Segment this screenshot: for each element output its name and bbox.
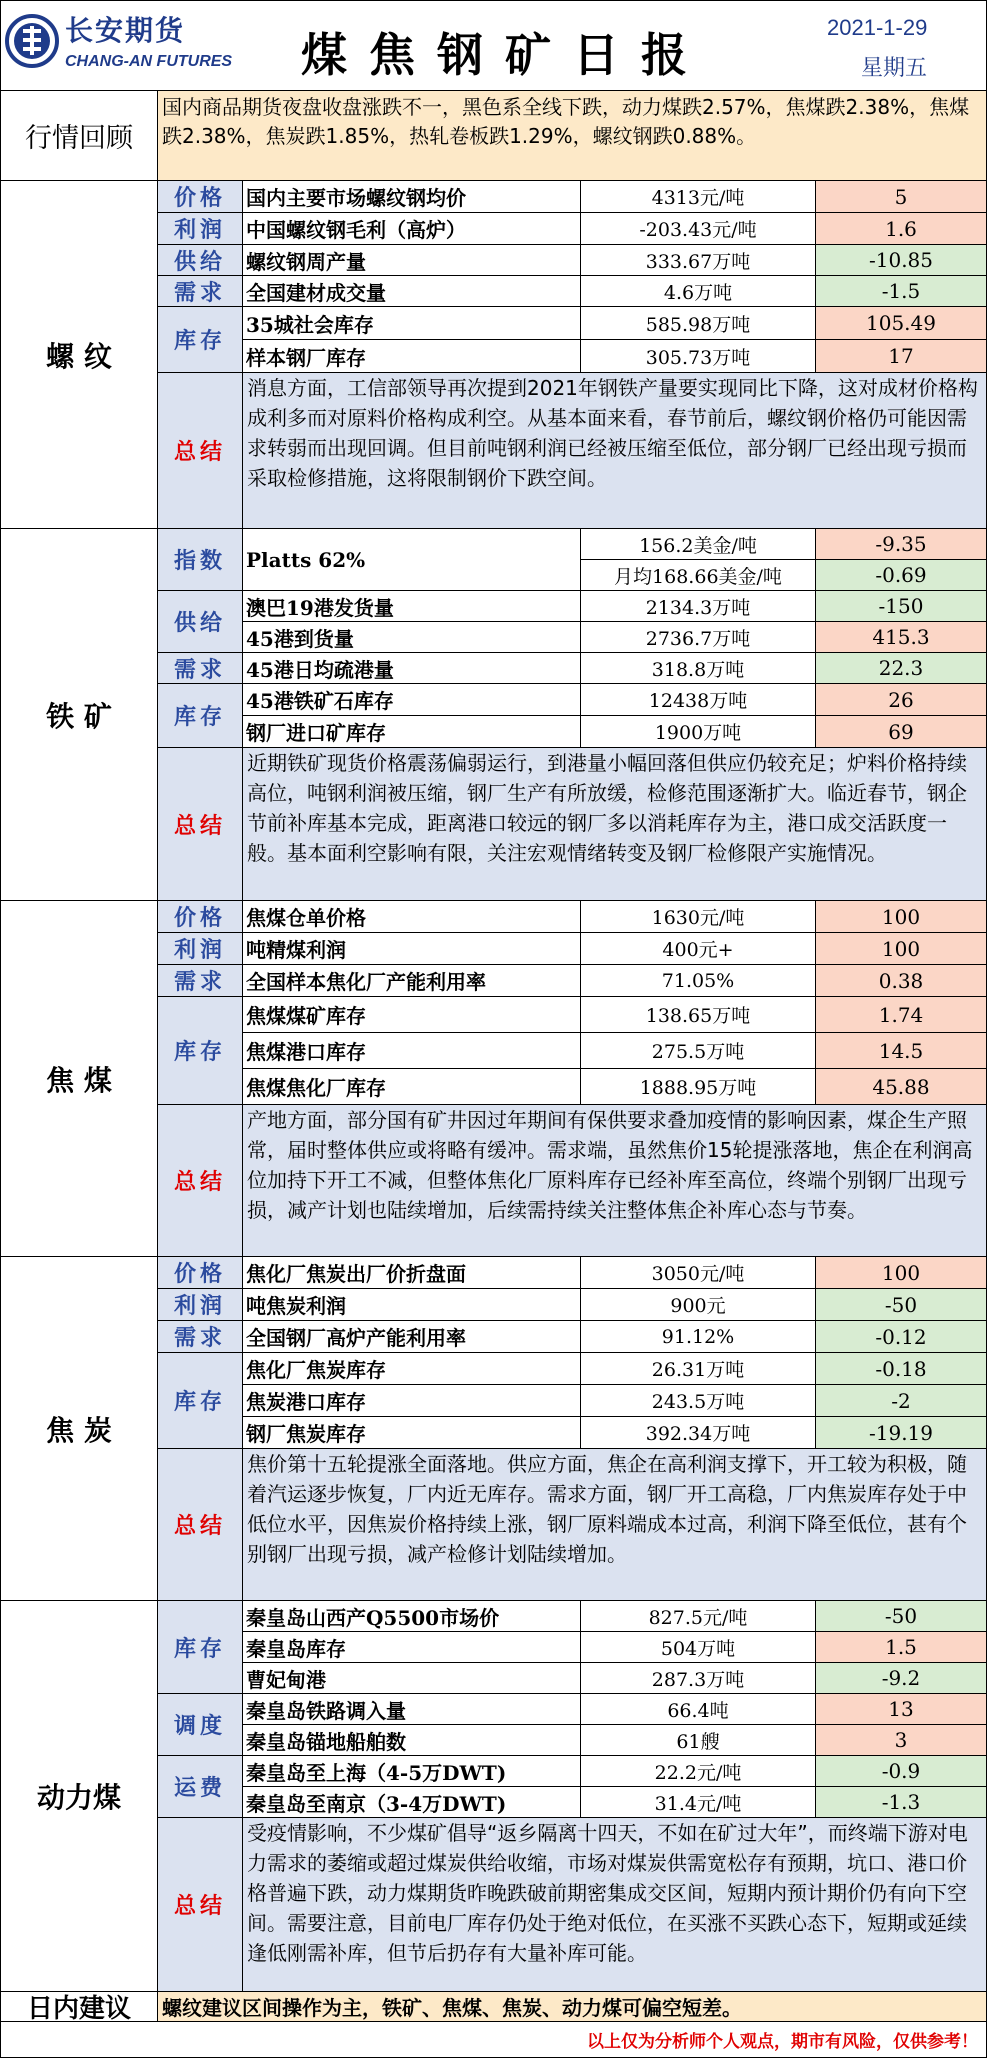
overview-label: 行情回顾	[1, 91, 158, 181]
indicator-name: 45港日均疏港量	[243, 653, 581, 684]
category-demand: 需求	[158, 653, 243, 684]
indicator-name: 全国样本焦化厂产能利用率	[243, 965, 581, 997]
section-coking-coal: 焦 煤	[1, 901, 158, 1257]
category-profit: 利润	[158, 213, 243, 245]
indicator-name: 秦皇岛至上海（4-5万DWT)	[243, 1756, 581, 1787]
category-inventory: 库存	[158, 1601, 243, 1694]
indicator-change: 17	[816, 340, 986, 373]
indicator-value: 156.2美金/吨	[581, 529, 816, 560]
category-summary: 总结	[158, 1105, 243, 1257]
indicator-value: 66.4吨	[581, 1694, 816, 1725]
suggestion-text: 螺纹建议区间操作为主，铁矿、焦煤、焦炭、动力煤可偏空短差。	[158, 1992, 986, 2022]
company-name-cn: 长安期货	[65, 15, 186, 46]
indicator-change: -10.85	[816, 245, 986, 276]
thermal-coal-summary: 受疫情影响，不少煤矿倡导“返乡隔离十四天，不如在矿过大年”，而终端下游对电力需求的萎缩或超过煤炭供给收缩，市场对煤炭供需宽松存有预期，坑口、港口价格普遍下跌，动力煤期货昨晚跌破前期密集成交区间，短期内预计期价仍有向下空间。需要注意，目前电厂库存仍处于绝对低位，在买涨不买跌心态下，短期或延续逢低刚需补库，但节后扔存有大量补库可能。	[243, 1818, 986, 1992]
indicator-value: 月均168.66美金/吨	[581, 560, 816, 591]
category-demand: 需求	[158, 276, 243, 307]
indicator-name: 曹妃甸港	[243, 1663, 581, 1694]
indicator-value: 1900万吨	[581, 716, 816, 748]
indicator-change: 1.6	[816, 213, 986, 245]
indicator-change: -2	[816, 1385, 986, 1417]
indicator-value: 2134.3万吨	[581, 591, 816, 622]
indicator-change: 5	[816, 181, 986, 213]
indicator-name: 焦炭港口库存	[243, 1385, 581, 1417]
indicator-name: 秦皇岛锚地船舶数	[243, 1725, 581, 1756]
indicator-value: 4313元/吨	[581, 181, 816, 213]
indicator-value: -203.43元/吨	[581, 213, 816, 245]
coking-coal-summary: 产地方面，部分国有矿井因过年期间有保供要求叠加疫情的影响因素，煤企生产照常，届时整体供应或将略有缓冲。需求端，虽然焦价15轮提涨落地，焦企在利润高位加持下开工不减，但整体焦化厂原料库存已经补库至高位，终端个别钢厂出现亏损，减产计划也陆续增加，后续需持续关注整体焦企补库心态与节奏。	[243, 1105, 986, 1257]
indicator-change: 415.3	[816, 622, 986, 653]
category-summary: 总结	[158, 373, 243, 529]
indicator-value: 504万吨	[581, 1632, 816, 1663]
disclaimer: 以上仅为分析师个人观点，期市有风险，仅供参考！	[587, 2032, 978, 2052]
indicator-name: 焦煤港口库存	[243, 1033, 581, 1069]
indicator-name: 秦皇岛山西产Q5500市场价	[243, 1601, 581, 1632]
indicator-name: 钢厂焦炭库存	[243, 1417, 581, 1449]
category-summary: 总结	[158, 1818, 243, 1992]
category-inventory: 库存	[158, 1353, 243, 1449]
indicator-value: 400元+	[581, 933, 816, 965]
indicator-change: -50	[816, 1601, 986, 1632]
indicator-value: 585.98万吨	[581, 307, 816, 340]
indicator-value: 275.5万吨	[581, 1033, 816, 1069]
indicator-value: 12438万吨	[581, 684, 816, 716]
category-supply: 供给	[158, 245, 243, 276]
indicator-value: 22.2元/吨	[581, 1756, 816, 1787]
rebar-summary: 消息方面，工信部领导再次提到2021年钢铁产量要实现同比下降，这对成材价格构成利多而对原料价格构成利空。从基本面来看，春节前后，螺纹钢价格仍可能因需求转弱而出现回调。但目前吨钢利润已经被压缩至低位，部分钢厂已经出现亏损而采取检修措施，这将限制钢价下跌空间。	[243, 373, 986, 529]
indicator-value: 318.8万吨	[581, 653, 816, 684]
indicator-value: 900元	[581, 1289, 816, 1321]
category-summary: 总结	[158, 1449, 243, 1601]
indicator-value: 287.3万吨	[581, 1663, 816, 1694]
category-supply: 供给	[158, 591, 243, 653]
indicator-value: 305.73万吨	[581, 340, 816, 373]
indicator-change: -9.2	[816, 1663, 986, 1694]
category-inventory: 库存	[158, 307, 243, 373]
indicator-change: 0.38	[816, 965, 986, 997]
category-price: 价格	[158, 901, 243, 933]
indicator-change: 14.5	[816, 1033, 986, 1069]
category-inventory: 库存	[158, 684, 243, 748]
company-name-en: CHANG-AN FUTURES	[65, 53, 233, 70]
category-summary: 总结	[158, 748, 243, 901]
indicator-name: 吨精煤利润	[243, 933, 581, 965]
section-rebar: 螺 纹	[1, 181, 158, 529]
indicator-name: 秦皇岛库存	[243, 1632, 581, 1663]
suggestion-label: 日内建议	[1, 1992, 158, 2022]
indicator-name: 秦皇岛至南京（3-4万DWT)	[243, 1787, 581, 1818]
indicator-change: 100	[816, 1257, 986, 1289]
indicator-change: 1.74	[816, 997, 986, 1033]
indicator-name: 焦煤焦化厂库存	[243, 1069, 581, 1105]
indicator-change: -1.5	[816, 276, 986, 307]
indicator-change: -9.35	[816, 529, 986, 560]
category-profit: 利润	[158, 1289, 243, 1321]
indicator-name: 全国建材成交量	[243, 276, 581, 307]
indicator-name: 秦皇岛铁路调入量	[243, 1694, 581, 1725]
section-coke: 焦 炭	[1, 1257, 158, 1601]
category-index: 指数	[158, 529, 243, 591]
indicator-value: 4.6万吨	[581, 276, 816, 307]
iron-ore-summary: 近期铁矿现货价格震荡偏弱运行，到港量小幅回落但供应仍较充足；炉料价格持续高位，吨钢利润被压缩，钢厂生产有所放缓，检修范围逐渐扩大。临近春节，钢企节前补库基本完成，距离港口较远的钢厂多以消耗库存为主，港口成交活跃度一般。基本面利空影响有限，关注宏观情绪转变及钢厂检修限产实施情况。	[243, 748, 986, 901]
indicator-change: 100	[816, 933, 986, 965]
indicator-name: 45港到货量	[243, 622, 581, 653]
indicator-change: 45.88	[816, 1069, 986, 1105]
category-price: 价格	[158, 1257, 243, 1289]
indicator-value: 31.4元/吨	[581, 1787, 816, 1818]
indicator-change: 1.5	[816, 1632, 986, 1663]
indicator-name: 澳巴19港发货量	[243, 591, 581, 622]
indicator-change: -150	[816, 591, 986, 622]
indicator-name: 钢厂进口矿库存	[243, 716, 581, 748]
overview-text: 国内商品期货夜盘收盘涨跌不一，黑色系全线下跌，动力煤跌2.57%，焦煤跌2.38%，焦煤跌2.38%，焦炭跌1.85%，热轧卷板跌1.29%，螺纹钢跌0.88%。	[158, 91, 986, 181]
coke-summary: 焦价第十五轮提涨全面落地。供应方面，焦企在高利润支撑下，开工较为积极，随着汽运逐步恢复，厂内近无库存。需求方面，钢厂开工高稳，厂内焦炭库存处于中低位水平，因焦炭价格持续上涨，钢厂原料端成本过高，利润下降至低位，甚有个别钢厂出现亏损，减产检修计划陆续增加。	[243, 1449, 986, 1601]
indicator-change: 105.49	[816, 307, 986, 340]
indicator-change: -0.9	[816, 1756, 986, 1787]
indicator-change: -1.3	[816, 1787, 986, 1818]
indicator-name: Platts 62%	[243, 529, 581, 591]
indicator-value: 1888.95万吨	[581, 1069, 816, 1105]
indicator-value: 3050元/吨	[581, 1257, 816, 1289]
indicator-value: 243.5万吨	[581, 1385, 816, 1417]
indicator-change: 69	[816, 716, 986, 748]
indicator-value: 61艘	[581, 1725, 816, 1756]
indicator-name: 焦煤煤矿库存	[243, 997, 581, 1033]
indicator-name: 45港铁矿石库存	[243, 684, 581, 716]
category-demand: 需求	[158, 965, 243, 997]
indicator-name: 焦化厂焦炭出厂价折盘面	[243, 1257, 581, 1289]
indicator-name: 国内主要市场螺纹钢均价	[243, 181, 581, 213]
indicator-change: -0.12	[816, 1321, 986, 1353]
indicator-change: 22.3	[816, 653, 986, 684]
category-freight: 运费	[158, 1756, 243, 1818]
indicator-name: 焦化厂焦炭库存	[243, 1353, 581, 1385]
indicator-change: 13	[816, 1694, 986, 1725]
category-demand: 需求	[158, 1321, 243, 1353]
indicator-name: 全国钢厂高炉产能利用率	[243, 1321, 581, 1353]
category-dispatch: 调度	[158, 1694, 243, 1756]
indicator-value: 392.34万吨	[581, 1417, 816, 1449]
indicator-value: 91.12%	[581, 1321, 816, 1353]
indicator-name: 螺纹钢周产量	[243, 245, 581, 276]
category-price: 价格	[158, 181, 243, 213]
indicator-value: 827.5元/吨	[581, 1601, 816, 1632]
indicator-value: 26.31万吨	[581, 1353, 816, 1385]
indicator-value: 2736.7万吨	[581, 622, 816, 653]
indicator-change: -50	[816, 1289, 986, 1321]
indicator-change: -0.18	[816, 1353, 986, 1385]
indicator-change: -19.19	[816, 1417, 986, 1449]
indicator-name: 样本钢厂库存	[243, 340, 581, 373]
indicator-name: 焦煤仓单价格	[243, 901, 581, 933]
category-inventory: 库存	[158, 997, 243, 1105]
report-title: 煤焦钢矿日报	[301, 28, 709, 82]
indicator-value: 333.67万吨	[581, 245, 816, 276]
indicator-value: 138.65万吨	[581, 997, 816, 1033]
indicator-change: 3	[816, 1725, 986, 1756]
indicator-value: 71.05%	[581, 965, 816, 997]
section-iron-ore: 铁 矿	[1, 529, 158, 901]
indicator-name: 吨焦炭利润	[243, 1289, 581, 1321]
report-weekday: 星期五	[861, 56, 928, 81]
indicator-change: -0.69	[816, 560, 986, 591]
chang-an-futures-logo-icon	[5, 11, 59, 75]
indicator-change: 26	[816, 684, 986, 716]
category-profit: 利润	[158, 933, 243, 965]
section-thermal-coal: 动力煤	[1, 1601, 158, 1992]
report-header	[1, 1, 986, 91]
indicator-value: 1630元/吨	[581, 901, 816, 933]
indicator-name: 35城社会库存	[243, 307, 581, 340]
report-date: 2021-1-29	[827, 15, 928, 40]
indicator-name: 中国螺纹钢毛利（高炉）	[243, 213, 581, 245]
indicator-change: 100	[816, 901, 986, 933]
